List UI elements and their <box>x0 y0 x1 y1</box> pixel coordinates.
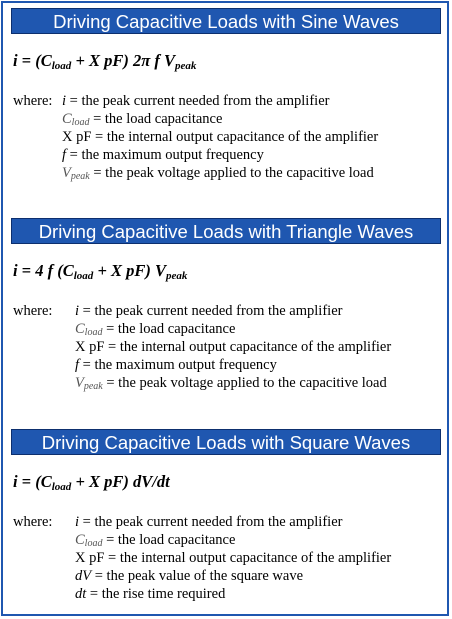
where-label: where: <box>13 303 53 319</box>
def-row: X pF = the internal output capacitance of the amplifier <box>62 129 379 145</box>
def-row: i = the peak current needed from the amplifier <box>75 514 343 530</box>
def-row: i = the peak current needed from the amplifier <box>62 93 330 109</box>
document-frame <box>1 1 449 616</box>
sine-formula: $i = (C_{load} + X$ pF) 2π f $V_{peak}$ <box>13 51 197 72</box>
def-row: $C_{load}$ = the load capacitance <box>62 111 223 128</box>
def-row: i = the peak current needed from the amplifier <box>75 303 343 319</box>
def-row: $C_{load}$ = the load capacitance <box>75 321 236 338</box>
def-row: $V_{peak}$ = the peak voltage applied to the capacitive load <box>75 375 387 392</box>
section-title: Driving Capacitive Loads with Square Waves <box>11 429 441 455</box>
section-title: Driving Capacitive Loads with Sine Waves <box>11 8 441 34</box>
def-row: f = the maximum output frequency <box>75 357 277 373</box>
def-row: $C_{load}$ = the load capacitance <box>75 532 236 549</box>
triangle-formula: i = 4 f ($C_{load} + X$ pF) $V_{peak}$ <box>13 261 188 282</box>
square-formula: $i = (C_{load} + X$ pF) dV/dt <box>13 472 170 493</box>
def-row: dt = the rise time required <box>75 586 226 602</box>
section-title: Driving Capacitive Loads with Triangle Waves <box>11 218 441 244</box>
def-row: X pF = the internal output capacitance of the amplifier <box>75 550 392 566</box>
def-row: f = the maximum output frequency <box>62 147 264 163</box>
def-row: dV = the peak value of the square wave <box>75 568 304 584</box>
where-label: where: <box>13 93 53 109</box>
def-row: $V_{peak}$ = the peak voltage applied to the capacitive load <box>62 165 374 182</box>
def-row: X pF = the internal output capacitance of the amplifier <box>75 339 392 355</box>
where-label: where: <box>13 514 53 530</box>
